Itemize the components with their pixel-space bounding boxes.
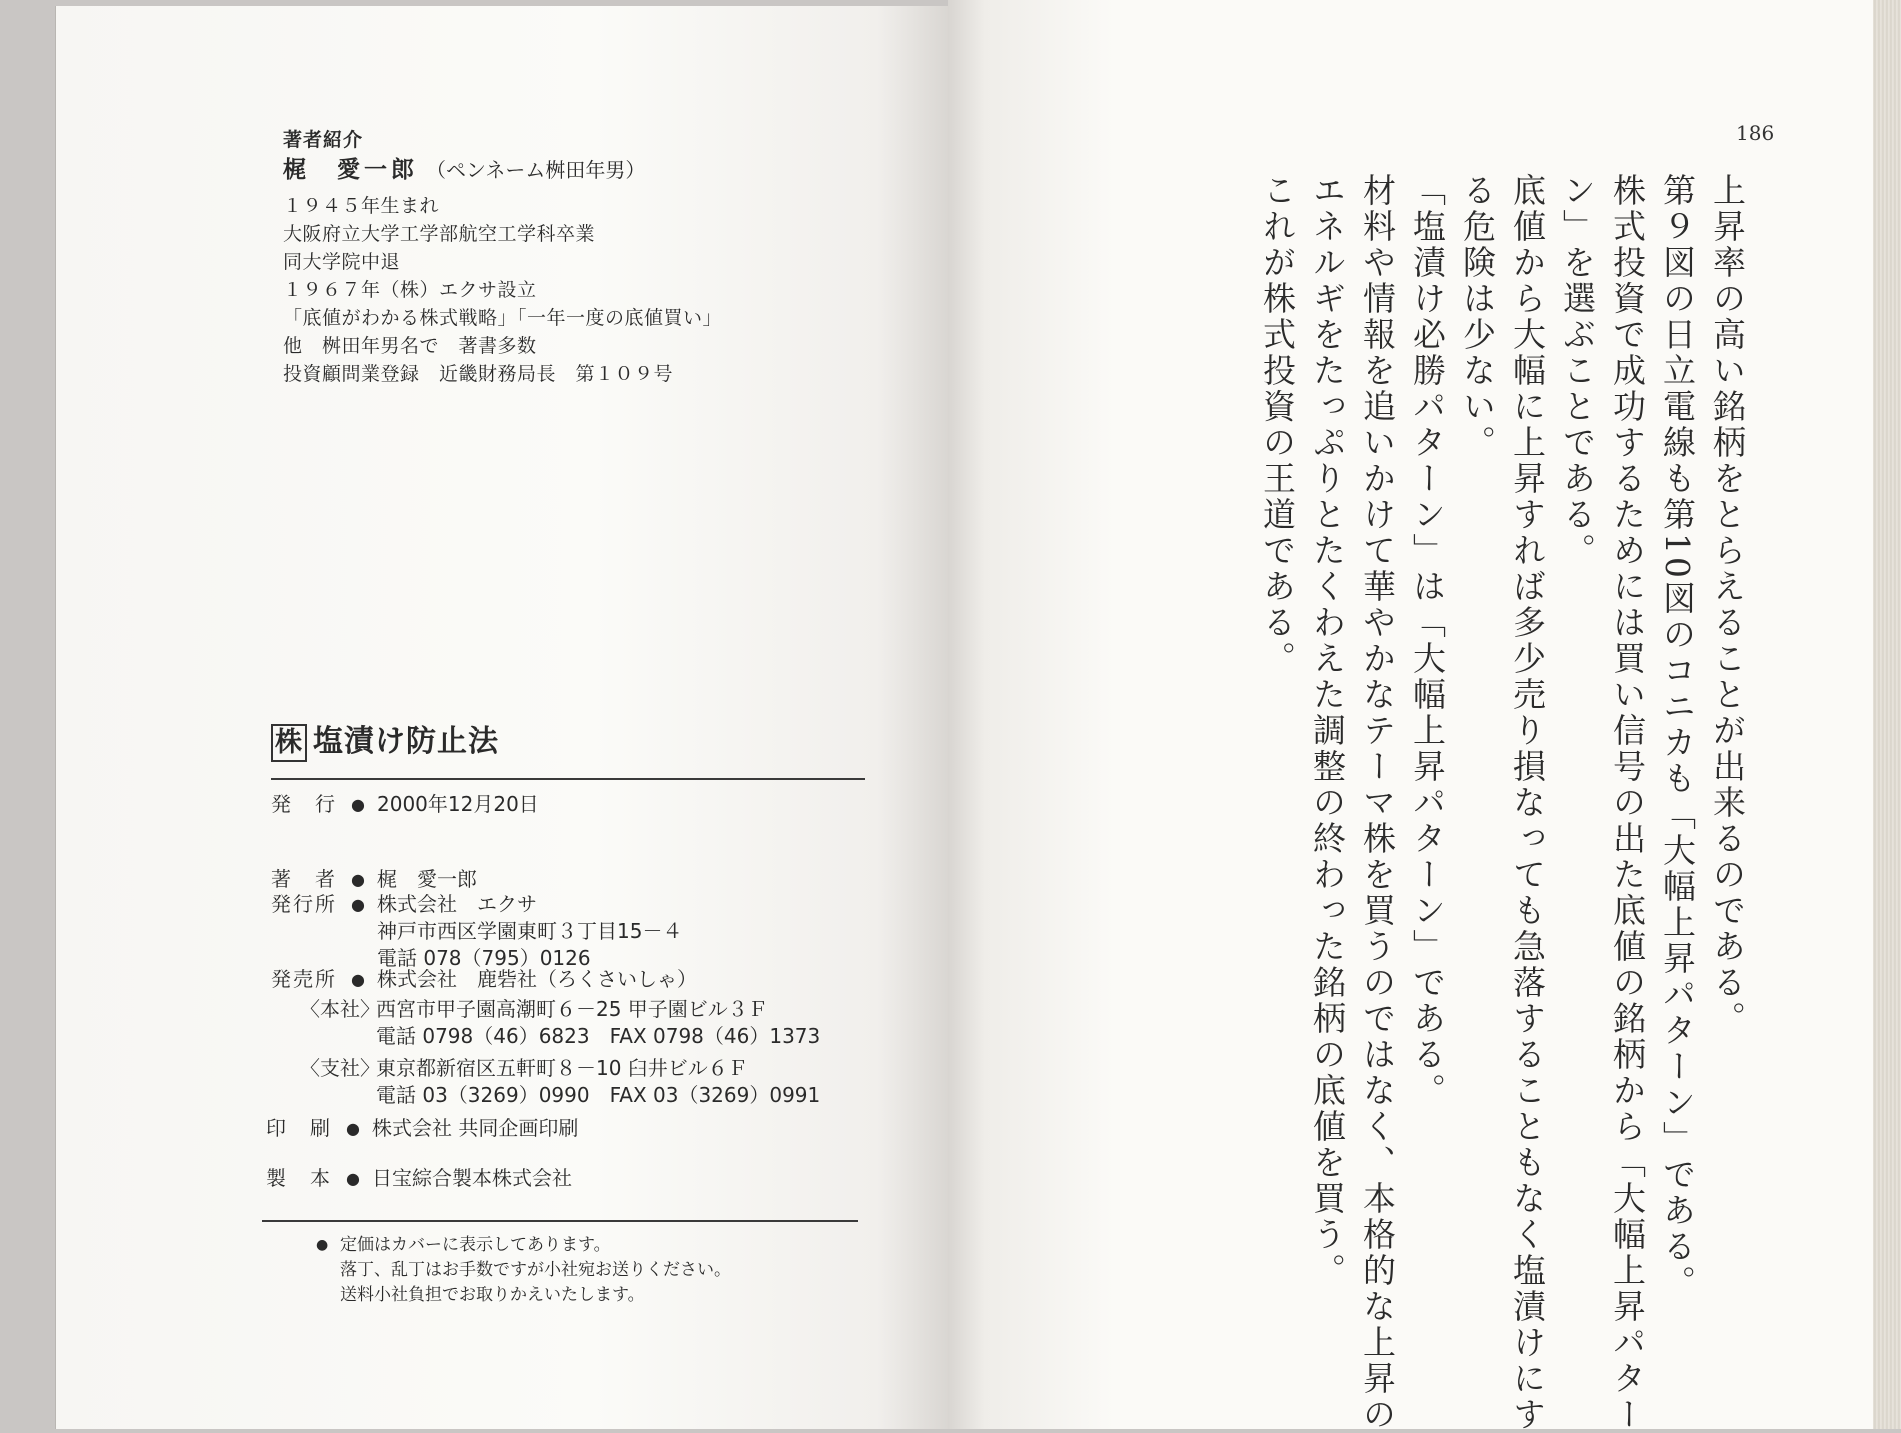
text-line: る危険は少ない。: [1458, 173, 1497, 461]
text-line: 材料や情報を追いかけて華やかなテーマ株を買うのではなく、本格的な上昇の: [1358, 173, 1397, 1433]
body-text: [1258, 173, 1752, 1433]
colophon-binding: [266, 1165, 572, 1192]
branch-label: 〈支社〉: [300, 1056, 380, 1080]
printing-value: 株式会社 共同企画印刷: [372, 1116, 579, 1140]
bullet-icon: ●: [351, 870, 365, 889]
book-title-text: 塩漬け防止法: [313, 724, 499, 759]
text-line: 底値から大幅に上昇すれば多少売り損なっても急落することもなく塩漬けにす: [1508, 173, 1547, 1433]
note-line: 落丁、乱丁はお手数ですが小社宛お送りください。: [340, 1260, 731, 1280]
bio-line: 同大学院中退: [283, 251, 401, 273]
publisher-name: 株式会社 エクサ: [377, 892, 537, 916]
bio-line: １９６７年（株）エクサ設立: [283, 279, 537, 301]
kabu-mark: 株: [271, 724, 307, 762]
colophon-publisher: [271, 891, 682, 972]
bio-line: 大阪府立大学工学部航空工学科卒業: [283, 223, 596, 245]
printing-label: 印 刷: [266, 1116, 332, 1140]
bullet-icon: ●: [316, 1237, 329, 1253]
bio-line: 投資顧問業登録 近畿財務局長 第１０９号: [283, 363, 674, 385]
text-line: ン」を選ぶことである。: [1558, 173, 1597, 569]
colophon-distributor: [271, 966, 697, 993]
publisher-address: 神戸市西区学園東町３丁目15－４: [377, 919, 683, 943]
colophon-notes: [316, 1233, 731, 1308]
bullet-icon: ●: [351, 895, 365, 914]
distributor-value: 株式会社 鹿砦社（ろくさいしゃ）: [377, 967, 697, 991]
publisher-phone: 電話 078（795）0126: [377, 946, 591, 970]
page-number: 186: [1736, 121, 1775, 145]
binding-label: 製 本: [266, 1166, 332, 1190]
colophon-printing: [266, 1115, 578, 1142]
author-heading: 著者紹介: [283, 129, 364, 151]
text-line: 上昇率の高い銘柄をとらえることが出来るのである。: [1708, 173, 1747, 1037]
author-pen-name: （ペンネーム桝田年男）: [426, 158, 646, 182]
branch-address: 東京都新宿区五軒町８－10 臼井ビル６Ｆ: [376, 1056, 748, 1080]
book-title: [271, 716, 499, 762]
text-line: エネルギをたっぷりとたくわえた調整の終わった銘柄の底値を買う。: [1308, 173, 1347, 1289]
author-introduction: [283, 127, 722, 388]
head-office: [300, 996, 768, 1023]
colophon-rule-top: [271, 778, 865, 780]
issue-date: 2000年12月20日: [377, 792, 539, 816]
issue-label: 発 行: [271, 792, 337, 816]
bullet-icon: ●: [351, 795, 365, 814]
author-name-line: [283, 155, 722, 186]
note-line: 送料小社負担でお取りかえいたします。: [340, 1285, 645, 1305]
colophon-author: [271, 866, 477, 893]
bio-line: 他 桝田年男名で 著書多数: [283, 335, 537, 357]
bullet-icon: ●: [346, 1119, 360, 1138]
text-line: 「塩漬け必勝パターン」は「大幅上昇パターン」である。: [1408, 173, 1447, 1109]
bio-line: １９４５年生まれ: [283, 195, 440, 217]
binding-value: 日宝綜合製本株式会社: [372, 1166, 572, 1190]
page-edge: [1873, 0, 1901, 1429]
branch-phone: 電話 03（3269）0990 FAX 03（3269）0991: [376, 1083, 821, 1107]
author-value: 梶 愛一郎: [377, 867, 477, 891]
colophon-issue: [271, 791, 539, 818]
author-name: 梶 愛一郎: [283, 157, 418, 183]
publisher-label: 発行所: [271, 892, 337, 916]
text-line: 第９図の日立電線も第10図のコニカも「大幅上昇パターン」である。: [1658, 173, 1697, 1301]
bullet-icon: ●: [351, 970, 365, 989]
branch-office: [300, 1055, 748, 1082]
text-line: 株式投資で成功するためには買い信号の出た底値の銘柄から「大幅上昇パター: [1608, 173, 1647, 1433]
head-office-address: 西宮市甲子園高潮町６－25 甲子園ビル３Ｆ: [376, 997, 768, 1021]
note-line: 定価はカバーに表示してあります。: [340, 1235, 611, 1255]
publisher-value: [377, 891, 682, 972]
author-label: 著 者: [271, 867, 337, 891]
author-bio: [283, 192, 722, 388]
bullet-icon: ●: [346, 1169, 360, 1188]
head-office-label: 〈本社〉: [300, 997, 380, 1021]
head-office-phone: 電話 0798（46）6823 FAX 0798（46）1373: [376, 1024, 821, 1048]
distributor-label: 発売所: [271, 967, 337, 991]
text-line: これが株式投資の王道である。: [1258, 173, 1297, 677]
bio-line: 「底値がわかる株式戦略」「一年一度の底値買い」: [283, 307, 723, 329]
colophon-rule-bottom: [262, 1220, 858, 1222]
